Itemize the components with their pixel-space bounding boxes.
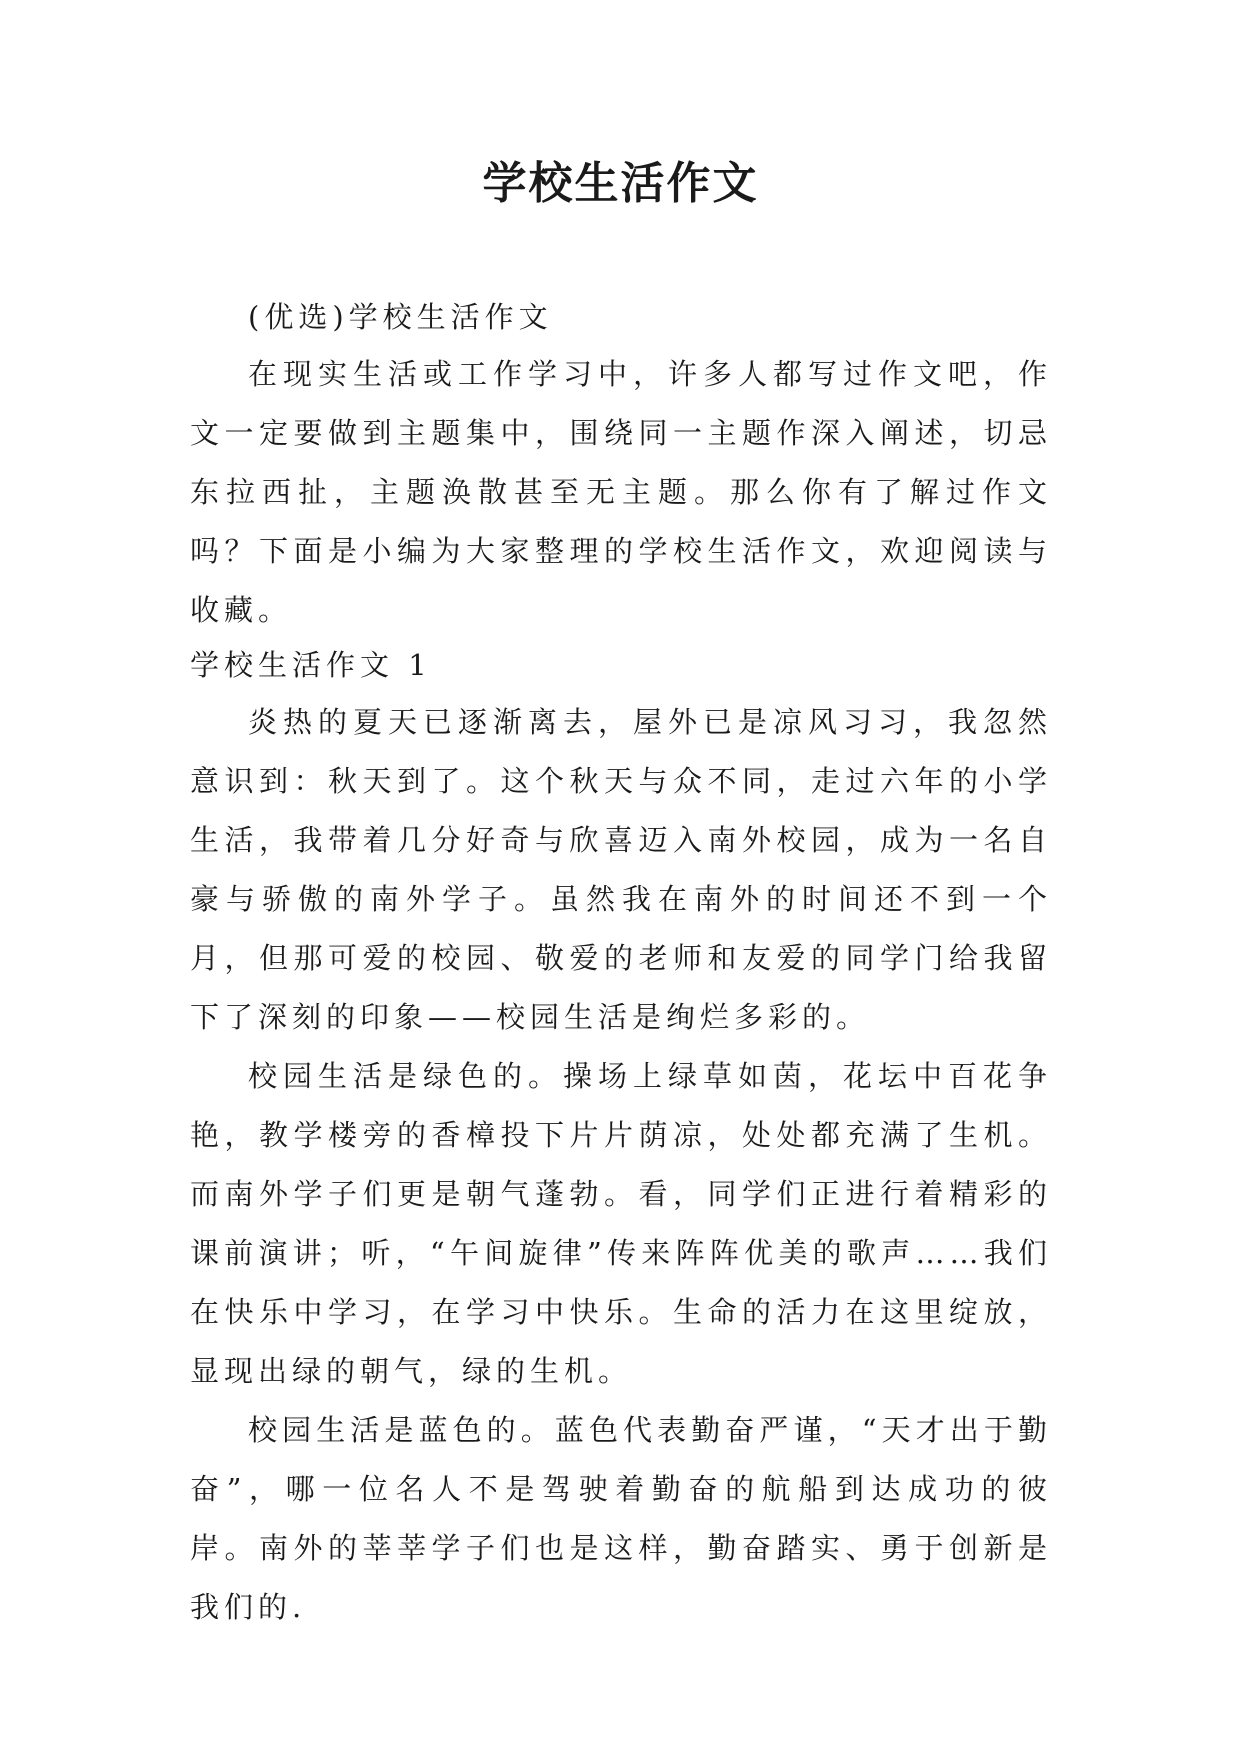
essay-body <box>190 693 1052 1637</box>
essay-paragraph: 校园生活是蓝色的。蓝色代表勤奋严谨，“天才出于勤奋”，哪一位名人不是驾驶着勤奋的航船到达成功的彼岸。南外的莘莘学子们也是这样，勤奋踏实、勇于创新是我们的. <box>190 1413 1052 1624</box>
intro-text: 在现实生活或工作学习中，许多人都写过作文吧，作文一定要做到主题集中，围绕同一主题作深入阐述，切忌东拉西扯，主题涣散甚至无主题。那么你有了解过作文吗？下面是小编为大家整理的学校生活作文，欢迎阅读与收藏。 <box>190 357 1052 627</box>
intro-paragraph <box>190 345 1052 640</box>
subtitle-text: (优选)学校生活作文 <box>248 300 553 334</box>
document-title: 学校生活作文 <box>482 158 759 209</box>
section-heading <box>190 636 1052 695</box>
section-heading-text: 学校生活作文 1 <box>190 648 432 682</box>
essay-paragraph: 炎热的夏天已逐渐离去，屋外已是凉风习习，我忽然意识到：秋天到了。这个秋天与众不同，走过六年的小学生活，我带着几分好奇与欣喜迈入南外校园，成为一名自豪与骄傲的南外学子。虽然我在南外的时间还不到一个月，但那可爱的校园、敬爱的老师和友爱的同学门给我留下了深刻的印象——校园生活是绚烂多彩的。 <box>190 705 1052 1034</box>
subtitle-paragraph <box>190 288 1052 347</box>
essay-paragraph: 校园生活是绿色的。操场上绿草如茵，花坛中百花争艳，教学楼旁的香樟投下片片荫凉，处处都充满了生机。而南外学子们更是朝气蓬勃。看，同学们正进行着精彩的课前演讲；听，“午间旋律”传来阵阵优美的歌声……我们在快乐中学习，在学习中快乐。生命的活力在这里绽放，显现出绿的朝气，绿的生机。 <box>190 1059 1052 1388</box>
